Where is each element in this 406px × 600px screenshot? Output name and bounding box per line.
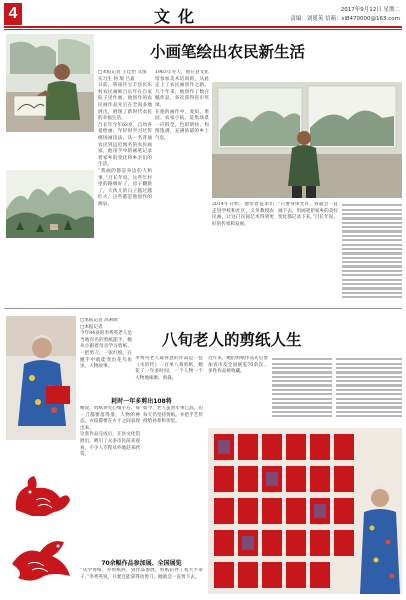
article1-byline-reporter: □本报记者 王佳怡 文图 [98,70,147,75]
article2-column-h [336,356,402,422]
article1-continued-text [342,204,402,298]
article1-body-d: 在他的画作中，麦田、果园、农家小院、赶集场景一应俱全，色彩明快，构图饱满，充满浓郁的乡土气息。 [155,109,209,141]
article2-headline: 八旬老人的剪纸人生 [162,331,302,349]
header-rule-thin [4,29,402,30]
article1-column-a [98,70,152,310]
article2-continued-text-a [272,358,332,417]
article1-body-e: 2014年开始，他带着徒弟们走进学校和社区，义务教授农民画，让这门民间艺术得到更好的传承和发展。 [212,202,274,227]
article2-subhead-1: 耗时一年多剪出108将 [111,398,172,405]
papercut-wall-photo [208,428,402,594]
article2-column-d [143,406,203,556]
papercut-rooster-photo [6,470,76,522]
article1-body-c: 1963年冬天，他在县文化馆参加美术培训班，从此走上了农民画创作之路。几十年来，他创作了数百幅作品，多次获得省市奖项。 [155,70,209,108]
issue-date: 2017年9月12日 星期二 [340,7,400,13]
elderly-woman-photo [6,316,76,440]
article2-body-e: “从学剪纸、办剪纸班，到作品参展，剪纸陪伴了我大半辈子。”李秀英说，只要还能拿得动剪刀，她就会一直剪下去。 [80,568,203,580]
papercut-bird-photo [6,528,76,590]
article1-column-e [342,202,402,306]
article2-byline-intern: □本报记者 [80,324,103,330]
editor-info: 责编：刘冕英 信箱：sl8470000@163.com [290,16,400,22]
header-rule [4,26,402,28]
article2-continued-text-b [336,358,402,417]
painter-photo [6,34,94,132]
article2-body-a: 李秀英老人最得意的作品是一套《水浒传》一百单八将剪纸，她花了一年多时间，一个人物一个人物地琢磨、剪裁。 [135,356,203,381]
article1-column-d [278,202,338,306]
artist-with-artworks-photo [212,82,402,198]
article1-lead: 日前，鲁南区宝丰县民乐村农民画师吕长年在自家院子里作画。他创作的农民画作品先后在全国多地展出，展现了新时代农民的幸福生活。 [98,83,152,122]
section-divider [4,308,402,309]
landscape-painting-photo [6,170,94,238]
article2-column-f [208,356,268,422]
article2-body-d: 如今，老人虽然年事已高，但每天仍坚持剪纸，并把手艺传授给孙辈和邻里。 [143,406,203,425]
article1-byline-intern: 实习生 何 瑞 吕嘉 [98,76,135,82]
section-title: 文化 [154,7,203,26]
article1-body-b: “我画的都是身边的人和事。”吕长年说，这些年村里的路修好了，房子翻新了，大伙儿的日子越过越红火，这些都是他创作的源泉。 [98,168,152,207]
page-number: 4 [4,3,22,25]
article2-column-e [80,568,203,596]
article2-column-g [272,356,332,422]
article2-subhead-2: 70余幅作品参加展、全国展览 [101,560,182,567]
page-header [4,3,402,25]
article1-headline: 小画笔绘出农民新生活 [150,43,306,61]
article1-body-f: “只要身体允许，我就会一直画下去，用画笔把家乡的美好变化都记录下来。”吕长年说。 [278,202,338,221]
article2-column-c [80,406,140,556]
article1-column-b [155,70,209,310]
article2-body-b: 她说，剪纸讲究心细手巧，每一刀都要落得准，人物的神态、衣纹都要在方寸之间表现出来。 [80,406,140,431]
article2-column-b [135,356,203,388]
article1-body-a: 吕长年今年63岁，自幼喜爱绘画，年轻时学习过传统国画技法。从一名普通农民到远近闻名的农民画家，他用手中的画笔记录着家乡的变化和乡亲们的生活。 [98,122,152,168]
article2-body-c: 这套作品完成后，在县文化馆展出，吸引了众多市民前来观看，不少人专程从外地赶来欣赏。 [80,432,140,458]
article2-lead: 今年84岁的李秀英老人是当地有名的剪纸能手，她从小跟着母亲学习剪纸，一把剪刀、一张红纸，在她手中就能变出花鸟鱼虫、人物故事。 [80,331,132,370]
article2-byline-reporter: □本报记者 高莉欧 [80,318,118,323]
article1-column-c [212,202,274,306]
article2-body-f: 近年来，她的剪纸作品先后参加省市及全国展览70余次，多件作品被收藏。 [208,356,268,375]
article2-column-a [80,318,132,388]
